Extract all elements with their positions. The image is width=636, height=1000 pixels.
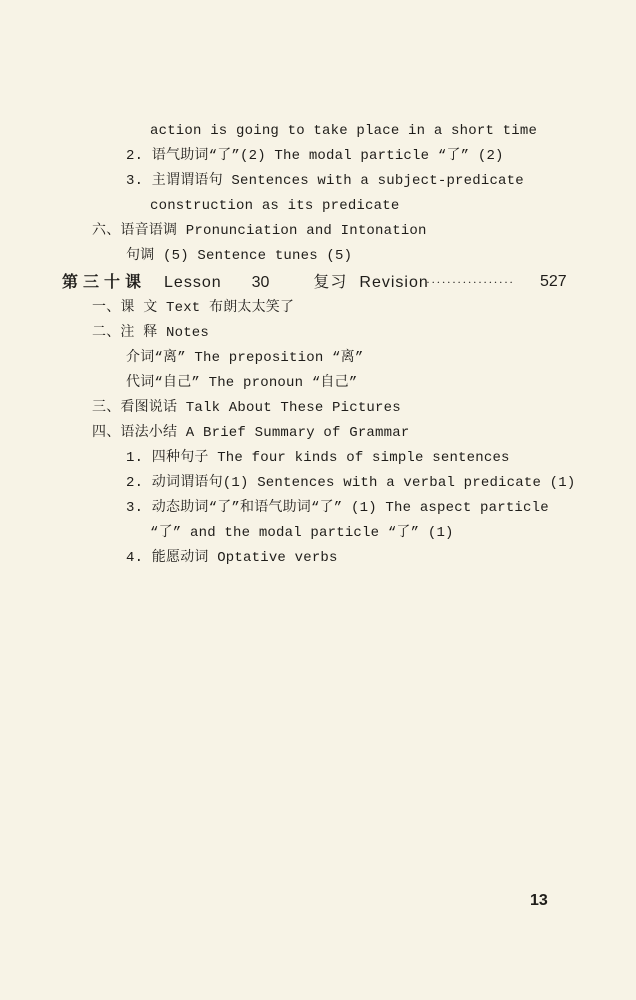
toc-line-pictures: 三、看图说话 Talk About These Pictures xyxy=(92,400,401,416)
toc-line-continuation: action is going to take place in a short time xyxy=(150,123,538,139)
toc-line-sentence-tunes: 句调 (5) Sentence tunes (5) xyxy=(126,248,353,264)
toc-line-verbal-predicate: 2. 动词谓语句(1) Sentences with a verbal predicate (1) xyxy=(126,475,576,491)
toc-line-preposition: 介词“离” The preposition “离” xyxy=(126,350,364,366)
leader-dots: ················· xyxy=(426,275,515,289)
lesson-label: Lesson xyxy=(164,274,222,291)
lesson-page-number: 527 xyxy=(540,273,567,290)
toc-line-text: 一、课 文 Text 布朗太太笑了 xyxy=(92,300,295,316)
toc-line-subject-predicate: 3. 主谓谓语句 Sentences with a subject-predicate xyxy=(126,173,524,189)
toc-line-aspect-particle: 3. 动态助词“了”和语气助词“了” (1) The aspect particle xyxy=(126,500,549,516)
toc-line-construction: construction as its predicate xyxy=(150,198,400,214)
toc-line-pronunciation: 六、语音语调 Pronunciation and Intonation xyxy=(92,223,427,239)
toc-line-optative-verbs: 4. 能愿动词 Optative verbs xyxy=(126,550,338,566)
revision-cn: 复习 xyxy=(313,274,348,291)
toc-line-notes: 二、注 释 Notes xyxy=(92,325,210,341)
toc-line-modal-particle: 2. 语气助词“了”(2) The modal particle “了” (2) xyxy=(126,148,504,164)
toc-line-grammar-summary: 四、语法小结 A Brief Summary of Grammar xyxy=(92,425,410,441)
lesson-title: 第三十课 xyxy=(62,272,147,291)
lesson-heading xyxy=(62,271,582,294)
toc-line-modal-particle-2: “了” and the modal particle “了” (1) xyxy=(150,525,454,541)
revision-en: Revision xyxy=(359,274,429,291)
toc-line-simple-sentences: 1. 四种句子 The four kinds of simple sentences xyxy=(126,450,510,466)
toc-line-pronoun: 代词“自己” The pronoun “自己” xyxy=(126,375,358,391)
lesson-number: 30 xyxy=(251,274,270,291)
page-number: 13 xyxy=(530,892,548,909)
